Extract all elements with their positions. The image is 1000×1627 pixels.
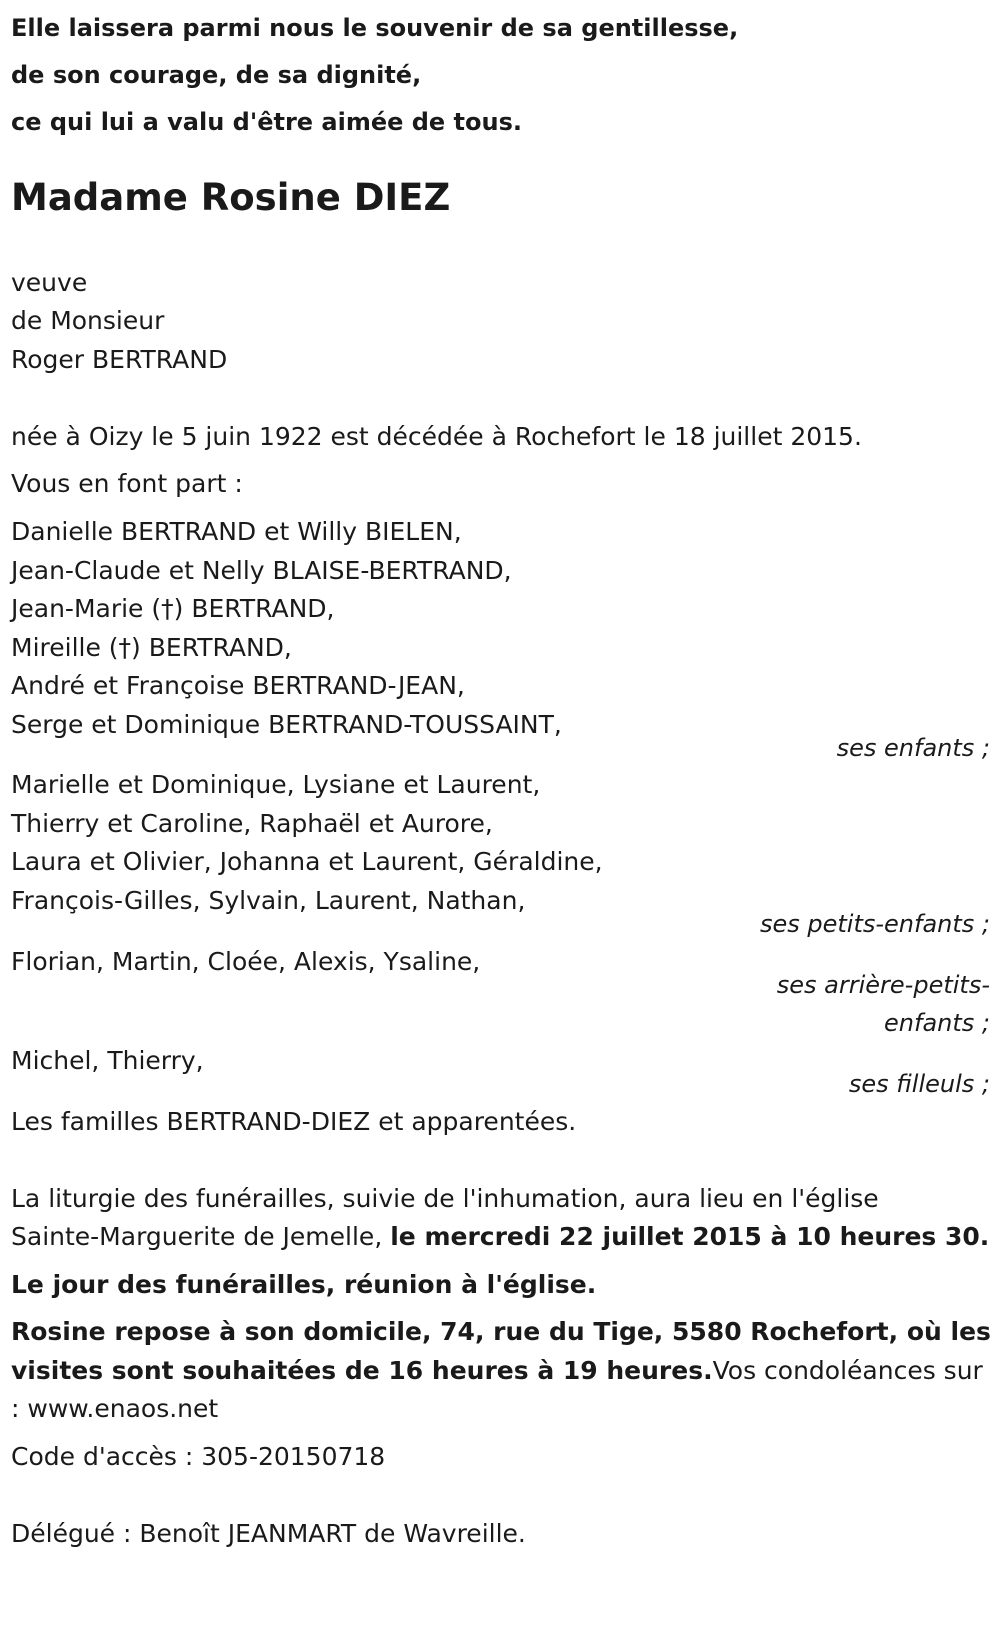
deceased-name: Madame Rosine DIEZ [11,176,451,219]
birth-death-line: née à Oizy le 5 juin 1922 est décédée à Rochefort le 18 juillet 2015. [11,422,862,451]
condolences-text: Vos condoléances sur [712,1356,983,1385]
relation-great-grandchildren-2: enfants ; [884,1009,990,1037]
grandchild-names: Marielle et Dominique, Lysiane et Laurent, [11,770,541,799]
status-line-3: Roger BERTRAND [11,345,228,374]
families-line: Les familles BERTRAND-DIEZ et apparentées. [11,1107,577,1136]
delegate-line: Délégué : Benoît JEANMART de Wavreille. [11,1519,526,1548]
relation-children: ses enfants ; [836,734,990,762]
great-grandchild-names: Florian, Martin, Cloée, Alexis, Ysaline, [11,947,481,976]
grandchild-names: Thierry et Caroline, Raphaël et Aurore, [11,809,493,838]
relation-great-grandchildren-1: ses arrière-petits- [776,971,990,999]
relation-grandchildren: ses petits-enfants ; [759,910,990,938]
child-name: Jean-Marie (†) BERTRAND, [11,594,335,623]
status-line-2: de Monsieur [11,306,165,335]
visit-hours: visites sont souhaitées de 16 heures à 19 heures. [11,1356,713,1385]
access-code: Code d'accès : 305-20150718 [11,1442,386,1471]
child-name: Serge et Dominique BERTRAND-TOUSSAINT, [11,710,562,739]
gathering-line: Le jour des funérailles, réunion à l'église. [11,1270,597,1299]
visit-line-2 [11,1355,983,1387]
child-name: André et Françoise BERTRAND-JEAN, [11,671,465,700]
visit-line-1: Rosine repose à son domicile, 74, rue du Tige, 5580 Rochefort, où les [11,1317,991,1346]
status-line-1: veuve [11,268,88,297]
funeral-line-1: La liturgie des funérailles, suivie de l'inhumation, aura lieu en l'église [11,1184,879,1213]
website-line: : www.enaos.net [11,1394,219,1423]
relation-godchildren: ses filleuls ; [848,1070,990,1098]
godchild-names: Michel, Thierry, [11,1046,204,1075]
child-name: Jean-Claude et Nelly BLAISE-BERTRAND, [11,556,512,585]
grandchild-names: Laura et Olivier, Johanna et Laurent, Géraldine, [11,847,603,876]
child-name: Danielle BERTRAND et Willy BIELEN, [11,517,462,546]
child-name: Mireille (†) BERTRAND, [11,633,292,662]
intro-line-3: ce qui lui a valu d'être aimée de tous. [11,108,523,136]
intro-line-1: Elle laissera parmi nous le souvenir de sa gentillesse, [11,14,739,42]
funeral-location: Sainte-Marguerite de Jemelle, [11,1222,391,1251]
intro-line-2: de son courage, de sa dignité, [11,61,422,89]
grandchild-names: François-Gilles, Sylvain, Laurent, Nathan, [11,886,526,915]
announce-line: Vous en font part : [11,469,243,498]
funeral-line-2 [11,1221,989,1253]
funeral-date: le mercredi 22 juillet 2015 à 10 heures 30. [390,1222,990,1251]
